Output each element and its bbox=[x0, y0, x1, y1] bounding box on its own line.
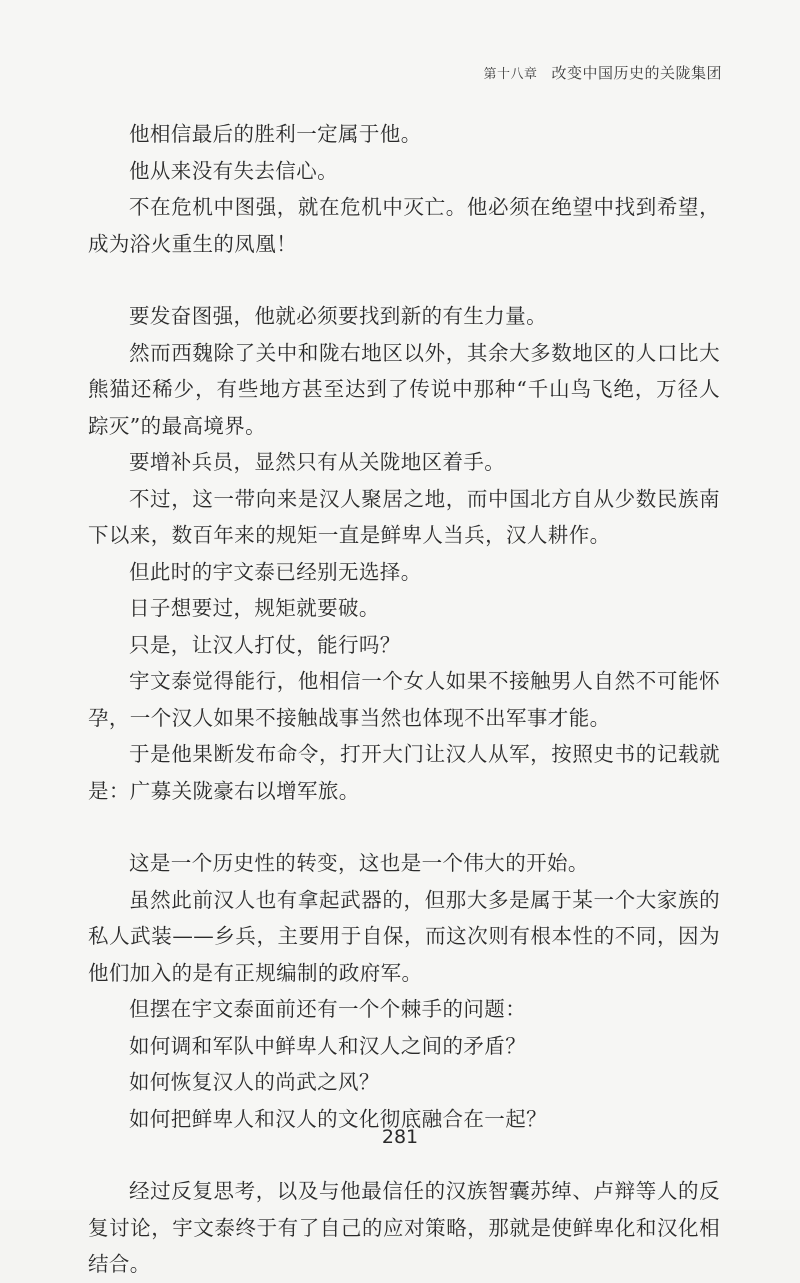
paragraph: 这是一个历史性的转变，这也是一个伟大的开始。 bbox=[129, 851, 589, 875]
paragraph: 如何恢复汉人的尚武之风？ bbox=[129, 1070, 380, 1094]
paragraph: 如何把鲜卑人和汉人的文化彻底融合在一起？ bbox=[129, 1106, 547, 1131]
paragraph: 日子想要过，规矩就要破。 bbox=[129, 596, 380, 620]
paragraph: 如何调和军队中鲜卑人和汉人之间的矛盾？ bbox=[129, 1033, 527, 1058]
paragraph: 只是，让汉人打仗，能行吗？ bbox=[129, 632, 401, 657]
chapter-title: 改变中国历史的关陇集团 bbox=[551, 64, 722, 82]
paragraph: 但摆在宇文泰面前还有一个个棘手的问题： bbox=[129, 997, 527, 1021]
paragraph: 不在危机中图强，就在危机中灭亡。他必须在绝望中找到希望，成为浴火重生的凤凰！ bbox=[88, 195, 720, 256]
paragraph: 经过反复思考，以及与他最信任的汉族智囊苏绰、卢辩等人的反复讨论，宇文泰终于有了自己的应对策略，那就是使鲜卑化和汉化相结合。 bbox=[88, 1179, 720, 1276]
paragraph: 他从来没有失去信心。 bbox=[129, 158, 338, 183]
paragraph: 要发奋图强，他就必须要找到新的有生力量。 bbox=[129, 304, 547, 328]
body-text bbox=[88, 116, 720, 1283]
chapter-label: 第十八章 bbox=[483, 67, 538, 82]
page-number: 281 bbox=[381, 1126, 419, 1148]
paragraph: 要增补兵员，显然只有从关陇地区着手。 bbox=[129, 450, 506, 474]
paragraph: 不过，这一带向来是汉人聚居之地，而中国北方自从少数民族南下以来，数百年来的规矩一直是鲜卑人当兵，汉人耕作。 bbox=[88, 486, 720, 547]
running-header bbox=[483, 62, 722, 83]
paragraph: 他相信最后的胜利一定属于他。 bbox=[129, 122, 422, 146]
paragraph: 宇文泰觉得能行，他相信一个女人如果不接触男人自然不可能怀孕，一个汉人如果不接触战事当然也体现不出军事才能。 bbox=[88, 669, 720, 730]
section-gap bbox=[88, 262, 720, 298]
paragraph: 但此时的宇文泰已经别无选择。 bbox=[129, 559, 422, 584]
section-gap bbox=[88, 809, 720, 845]
paragraph: 于是他果断发布命令，打开大门让汉人从军，按照史书的记载就是：广募关陇豪右以增军旅。 bbox=[88, 742, 720, 803]
paragraph: 虽然此前汉人也有拿起武器的，但那大多是属于某一个大家族的私人武装——乡兵，主要用于自保，而这次则有根本性的不同，因为他们加入的是有正规编制的政府军。 bbox=[88, 887, 720, 985]
paragraph: 然而西魏除了关中和陇右地区以外，其余大多数地区的人口比大熊猫还稀少，有些地方甚至达到了传说中那种“千山鸟飞绝，万径人踪灭”的最高境界。 bbox=[88, 340, 720, 438]
